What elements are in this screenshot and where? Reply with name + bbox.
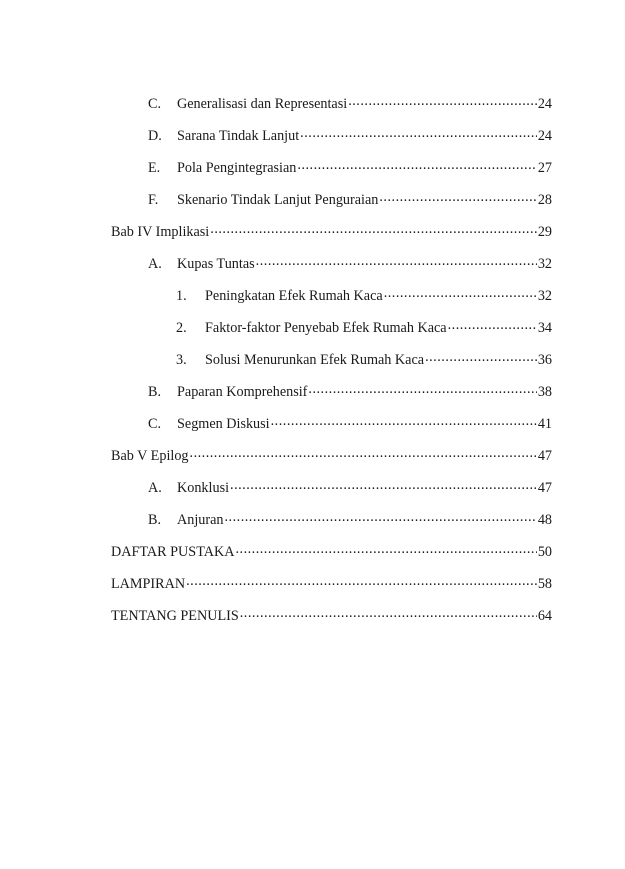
dot-leader — [240, 606, 537, 620]
entry-page: 50 — [537, 544, 552, 560]
entry-title: Segmen Diskusi — [177, 416, 270, 432]
entry-title: LAMPIRAN — [111, 576, 186, 592]
toc-entry[interactable] — [148, 126, 552, 146]
dot-leader — [308, 382, 536, 396]
entry-page: 34 — [537, 320, 552, 336]
entry-title: Generalisasi dan Representasi — [177, 96, 348, 112]
toc-entry[interactable] — [148, 254, 552, 274]
toc-subentry[interactable] — [176, 318, 552, 338]
entry-page: 48 — [537, 512, 552, 528]
dot-leader — [256, 254, 537, 268]
entry-number: C. — [148, 96, 162, 112]
entry-page: 47 — [537, 448, 552, 464]
toc-subentry[interactable] — [176, 286, 552, 306]
entry-page: 36 — [537, 352, 552, 368]
dot-leader — [210, 222, 537, 236]
entry-title: Bab IV Implikasi — [111, 224, 210, 240]
dot-leader — [230, 478, 537, 492]
entry-number: B. — [148, 512, 162, 528]
entry-number: D. — [148, 128, 162, 144]
entry-title: Paparan Komprehensif — [177, 384, 308, 400]
toc-chapter[interactable] — [111, 222, 552, 242]
toc-subentry[interactable] — [176, 350, 552, 370]
entry-title: Kupas Tuntas — [177, 256, 255, 272]
toc-entry[interactable] — [148, 382, 552, 402]
toc-entry[interactable] — [148, 190, 552, 210]
entry-title: Solusi Menurunkan Efek Rumah Kaca — [205, 352, 425, 368]
entry-page: 47 — [537, 480, 552, 496]
entry-page: 27 — [537, 160, 552, 176]
dot-leader — [190, 446, 537, 460]
dot-leader — [297, 158, 536, 172]
toc-chapter[interactable] — [111, 574, 552, 594]
toc-entry[interactable] — [148, 158, 552, 178]
dot-leader — [186, 574, 537, 588]
toc-entry[interactable] — [148, 478, 552, 498]
entry-title: TENTANG PENULIS — [111, 608, 239, 624]
entry-number: F. — [148, 192, 159, 208]
entry-title: DAFTAR PUSTAKA — [111, 544, 235, 560]
entry-page: 24 — [537, 96, 552, 112]
entry-number: 3. — [176, 352, 187, 368]
toc-entry[interactable] — [148, 510, 552, 530]
entry-number: 1. — [176, 288, 187, 304]
entry-title: Skenario Tindak Lanjut Penguraian — [177, 192, 379, 208]
entry-number: B. — [148, 384, 162, 400]
entry-number: E. — [148, 160, 161, 176]
entry-title: Peningkatan Efek Rumah Kaca — [205, 288, 383, 304]
entry-page: 24 — [537, 128, 552, 144]
entry-title: Konklusi — [177, 480, 230, 496]
entry-title: Faktor-faktor Penyebab Efek Rumah Kaca — [205, 320, 447, 336]
dot-leader — [225, 510, 537, 524]
dot-leader — [300, 126, 537, 140]
dot-leader — [448, 318, 537, 332]
toc-entry[interactable] — [148, 94, 552, 114]
dot-leader — [384, 286, 537, 300]
dot-leader — [235, 542, 536, 556]
entry-number: A. — [148, 480, 162, 496]
entry-page: 38 — [537, 384, 552, 400]
entry-page: 41 — [537, 416, 552, 432]
toc-entry[interactable] — [148, 414, 552, 434]
entry-title: Sarana Tindak Lanjut — [177, 128, 300, 144]
entry-page: 58 — [537, 576, 552, 592]
dot-leader — [425, 350, 537, 364]
entry-title: Pola Pengintegrasian — [177, 160, 297, 176]
entry-page: 64 — [537, 608, 552, 624]
entry-page: 28 — [537, 192, 552, 208]
dot-leader — [271, 414, 537, 428]
entry-number: A. — [148, 256, 162, 272]
toc-chapter[interactable] — [111, 446, 552, 466]
dot-leader — [379, 190, 536, 204]
entry-number: 2. — [176, 320, 187, 336]
entry-number: C. — [148, 416, 162, 432]
entry-title: Bab V Epilog — [111, 448, 189, 464]
dot-leader — [348, 94, 537, 108]
entry-page: 32 — [537, 288, 552, 304]
entry-page: 32 — [537, 256, 552, 272]
toc-chapter[interactable] — [111, 606, 552, 626]
entry-title: Anjuran — [177, 512, 224, 528]
entry-page: 29 — [537, 224, 552, 240]
toc-chapter[interactable] — [111, 542, 552, 562]
